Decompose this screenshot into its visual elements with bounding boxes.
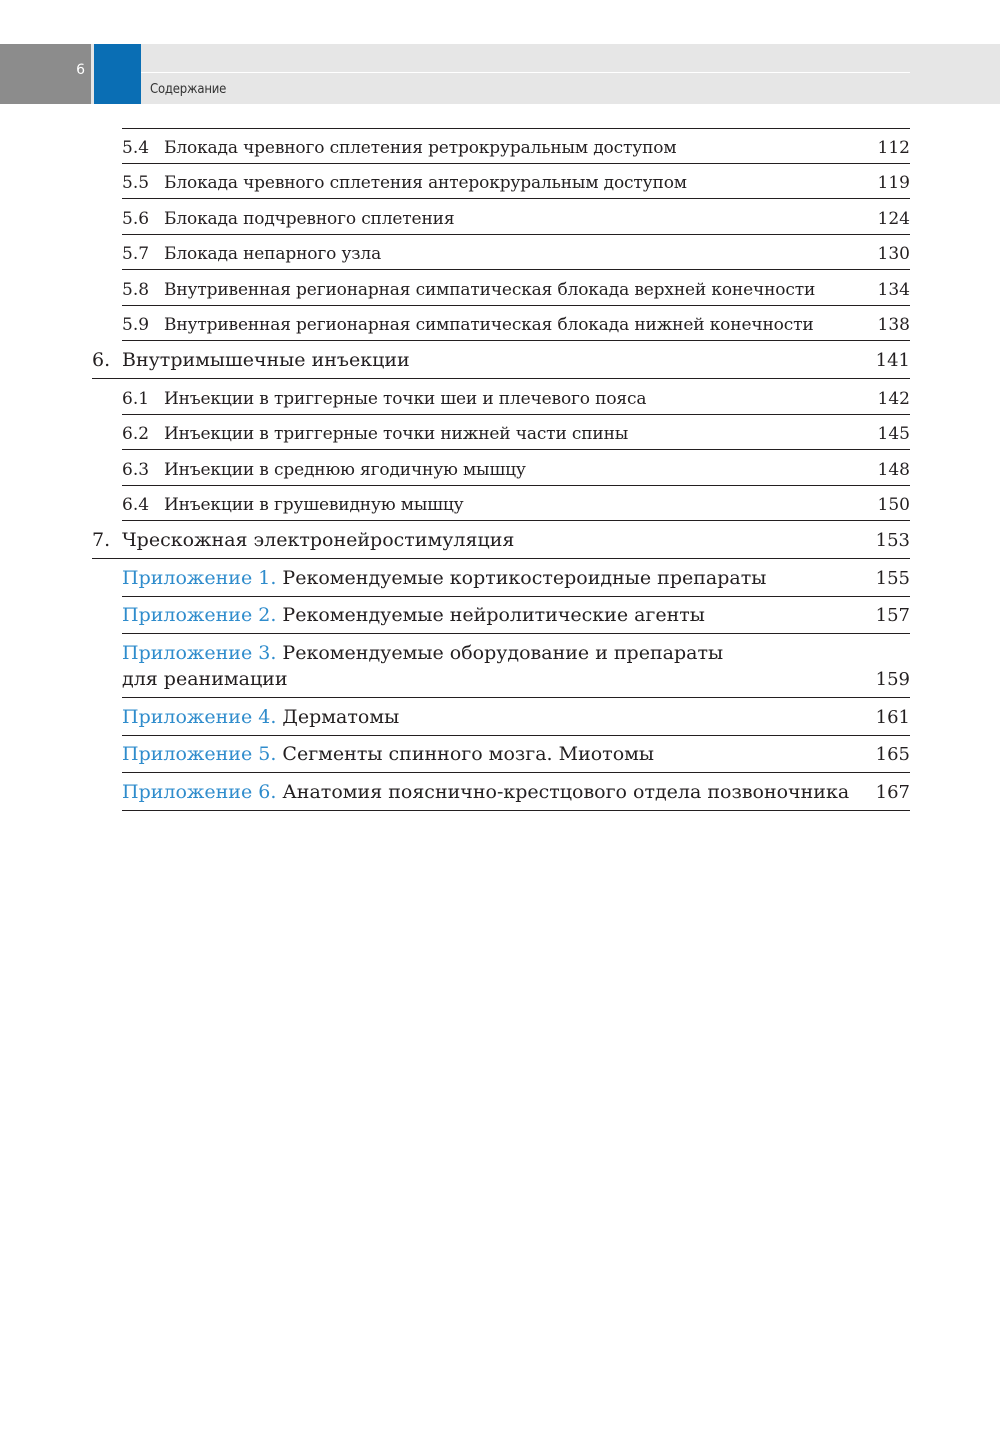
header-rule — [141, 72, 910, 73]
chapter-page: 141 — [875, 350, 910, 371]
appendix-label: Приложение 3. — [122, 642, 277, 664]
entry-page: 130 — [877, 244, 910, 264]
toc-appendix-1[interactable] — [122, 559, 910, 597]
chapter-number: 7. — [92, 529, 111, 551]
toc-chapter-7[interactable] — [92, 521, 910, 559]
entry-title: Инъекции в триггерные точки нижней части спины — [164, 424, 629, 444]
table-of-contents — [92, 128, 910, 811]
chapter-title: Внутримышечные инъекции — [122, 349, 410, 371]
appendix-label: Приложение 6. — [122, 780, 277, 803]
page-number: 6 — [76, 62, 85, 78]
toc-entry-5-9[interactable] — [122, 306, 910, 342]
appendix-title: Сегменты спинного мозга. Миотомы — [282, 743, 655, 765]
entry-title: Блокада подчревного сплетения — [164, 208, 455, 229]
entry-number: 6.1 — [122, 388, 150, 409]
accent-block — [94, 44, 141, 104]
appendix-title: Рекомендуемые нейролитические агенты — [282, 604, 705, 626]
entry-page: 142 — [877, 388, 910, 409]
toc-appendix-4[interactable] — [122, 698, 910, 736]
entry-number: 6.3 — [122, 459, 150, 480]
toc-entry-6-2[interactable] — [122, 415, 910, 451]
toc-appendix-3[interactable] — [122, 634, 910, 698]
entry-number: 5.5 — [122, 173, 150, 193]
entry-number: 6.2 — [122, 424, 150, 444]
entry-number: 5.7 — [122, 244, 150, 264]
entry-page: 112 — [877, 137, 910, 158]
appendix-title: Анатомия пояснично-крестцового отдела позвоночника — [282, 780, 850, 803]
entry-page: 138 — [877, 315, 910, 335]
chapter-number: 6. — [92, 349, 111, 371]
appendix-label: Приложение 2. — [122, 604, 277, 626]
entry-page: 148 — [877, 459, 910, 480]
toc-entry-5-7[interactable] — [122, 235, 910, 271]
entry-title: Блокада чревного сплетения ретрокруральным доступом — [164, 137, 677, 158]
entry-title: Внутривенная регионарная симпатическая блокада верхней конечности — [164, 279, 816, 300]
toc-entry-6-1[interactable] — [122, 379, 910, 415]
page-number-box — [0, 44, 91, 104]
entry-title: Инъекции в триггерные точки шеи и плечевого пояса — [164, 388, 647, 409]
toc-entry-5-4[interactable] — [122, 128, 910, 164]
entry-number: 5.8 — [122, 279, 150, 300]
entry-number: 5.9 — [122, 315, 150, 335]
appendix-label: Приложение 4. — [122, 705, 277, 728]
entry-page: 119 — [877, 173, 910, 193]
entry-title: Блокада непарного узла — [164, 244, 382, 264]
entry-title: Блокада чревного сплетения антерокруральным доступом — [164, 173, 687, 193]
appendix-page: 167 — [875, 781, 910, 803]
entry-title: Внутривенная регионарная симпатическая блокада нижней конечности — [164, 315, 814, 335]
appendix-page: 155 — [875, 567, 910, 589]
toc-entry-5-8[interactable] — [122, 270, 910, 306]
entry-page: 134 — [877, 279, 910, 300]
entry-page: 145 — [877, 424, 910, 444]
appendix-title-line2: для реанимации — [122, 668, 288, 690]
entry-title: Инъекции в грушевидную мышцу — [164, 495, 464, 515]
toc-appendix-2[interactable] — [122, 597, 910, 635]
entry-title: Инъекции в среднюю ягодичную мышцу — [164, 459, 526, 480]
section-title: Содержание — [150, 82, 227, 97]
appendix-title: Дерматомы — [282, 705, 400, 728]
appendix-page: 161 — [875, 706, 910, 728]
toc-appendix-6[interactable] — [122, 773, 910, 811]
running-header — [0, 44, 1000, 104]
toc-chapter-6[interactable] — [92, 341, 910, 379]
entry-page: 150 — [877, 495, 910, 515]
chapter-title: Чрескожная электронейростимуляция — [122, 529, 515, 551]
appendix-label: Приложение 5. — [122, 743, 277, 765]
toc-entry-6-3[interactable] — [122, 450, 910, 486]
entry-number: 5.6 — [122, 208, 150, 229]
toc-appendix-5[interactable] — [122, 736, 910, 774]
entry-number: 6.4 — [122, 495, 150, 515]
toc-entry-6-4[interactable] — [122, 486, 910, 522]
appendix-title: Рекомендуемые оборудование и препараты — [282, 642, 724, 664]
appendix-page: 165 — [875, 744, 910, 765]
appendix-title: Рекомендуемые кортикостероидные препараты — [282, 566, 767, 589]
appendix-label: Приложение 1. — [122, 566, 277, 589]
chapter-page: 153 — [875, 530, 910, 551]
entry-page: 124 — [877, 208, 910, 229]
appendix-page: 159 — [875, 669, 910, 690]
toc-entry-5-5[interactable] — [122, 164, 910, 200]
entry-number: 5.4 — [122, 137, 150, 158]
toc-entry-5-6[interactable] — [122, 199, 910, 235]
appendix-page: 157 — [875, 605, 910, 626]
